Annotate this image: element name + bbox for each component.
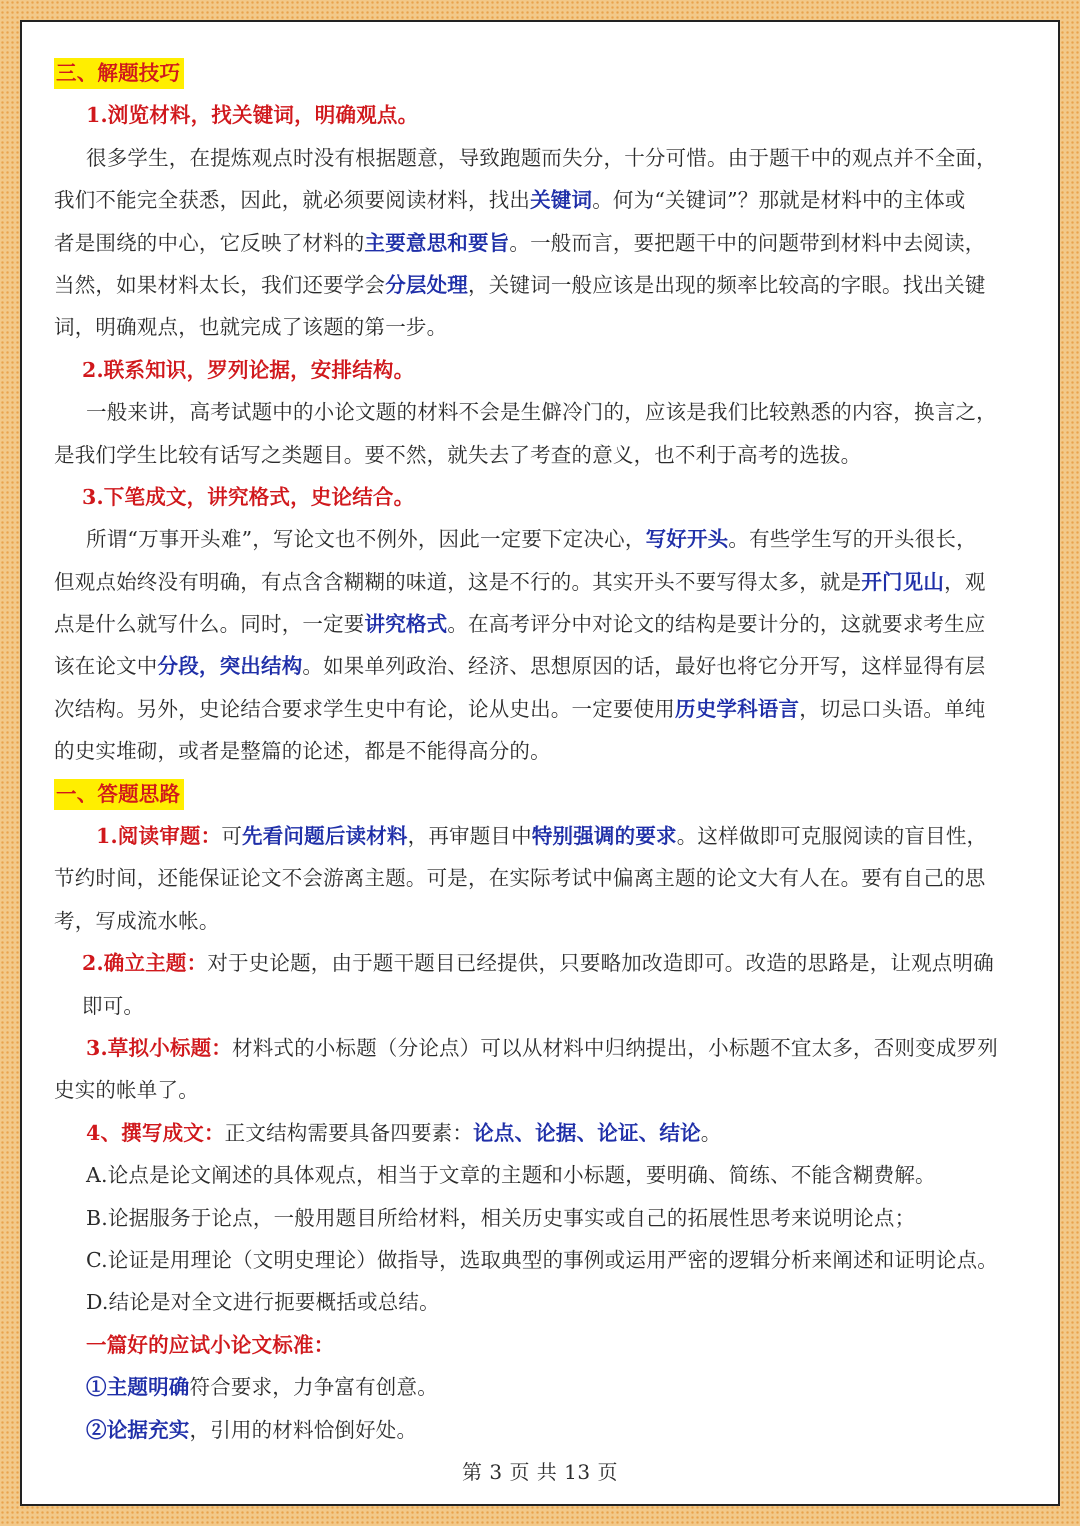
paragraph-line: 即可。 [82, 993, 145, 1018]
section-heading-approach: 一、答题思路 [54, 779, 184, 810]
paragraph-line: 节约时间，还能保证论文不会游离主题。可是，在实际考试中偏离主题的论文大有人在。要有自己的思 [54, 866, 986, 891]
list-item: C.论证是用理论（文明史理论）做指导，选取典型的事例或运用严密的逻辑分析来阐述和证明论点。 [86, 1247, 998, 1272]
paragraph-line: 词，明确观点，也就完成了该题的第一步。 [54, 315, 448, 340]
list-item: B.论据服务于论点，一般用题目所给材料，相关历史事实或自己的拓展性思考来说明论点； [86, 1205, 916, 1230]
paragraph-line: 但观点始终没有明确，有点含含糊糊的味道，这是不行的。其实开头不要写得太多，就是开门见山，观 [54, 569, 986, 594]
paragraph-line: 考，写成流水帐。 [54, 908, 220, 933]
list-item: D.结论是对全文进行扼要概括或总结。 [86, 1290, 440, 1315]
paragraph-line: 点是什么就写什么。同时，一定要讲究格式。在高考评分中对论文的结构是要计分的，这就要求考生应 [54, 612, 986, 637]
paragraph-line: 我们不能完全获悉，因此，就必须要阅读材料，找出关键词。何为“关键词”？那就是材料中的主体或 [54, 188, 966, 213]
item-reading: 1.阅读审题：可先看问题后读材料，再审题目中特别强调的要求。这样做即可克服阅读的盲目性， [96, 824, 988, 849]
document-page [20, 20, 1060, 1506]
page-content [54, 52, 1032, 1451]
subheading-1: 1.浏览材料，找关键词，明确观点。 [86, 103, 419, 128]
paragraph-line: 者是围绕的中心，它反映了材料的主要意思和要旨。一般而言，要把题干中的问题带到材料中去阅读， [54, 230, 986, 255]
paragraph-line: 史实的帐单了。 [54, 1078, 199, 1103]
standard-item: ②论据充实，引用的材料恰倒好处。 [86, 1417, 418, 1442]
page-footer: 第 3 页 共 13 页 [462, 1460, 618, 1484]
paragraph-line: 是我们学生比较有话写之类题目。要不然，就失去了考查的意义，也不利于高考的选拔。 [54, 442, 862, 467]
paragraph-line: 所谓“万事开头难”，写论文也不例外，因此一定要下定决心，写好开头。有些学生写的开头很长， [86, 527, 977, 552]
list-item: A.论点是论文阐述的具体观点，相当于文章的主题和小标题，要明确、简练、不能含糊费解。 [86, 1163, 936, 1188]
paragraph-line: 的史实堆砌，或者是整篇的论述，都是不能得高分的。 [54, 739, 551, 764]
paragraph-line: 一般来讲，高考试题中的小论文题的材料不会是生僻冷门的，应该是我们比较熟悉的内容，换言之， [86, 400, 997, 425]
item-writing: 4、撰写成文：正文结构需要具备四要素：论点、论据、论证、结论。 [86, 1120, 722, 1145]
item-subtitles: 3.草拟小标题：材料式的小标题（分论点）可以从材料中归纳提出，小标题不宜太多，否则变成罗列 [86, 1035, 998, 1060]
paragraph-line: 当然，如果材料太长，我们还要学会分层处理，关键词一般应该是出现的频率比较高的字眼。找出关键 [54, 272, 986, 297]
subheading-3: 3.下笔成文，讲究格式，史论结合。 [82, 484, 415, 509]
item-theme: 2.确立主题：对于史论题，由于题干题目已经提供，只要略加改造即可。改造的思路是，让观点明确 [82, 951, 994, 976]
subheading-2: 2.联系知识，罗列论据，安排结构。 [82, 357, 415, 382]
section-heading-techniques: 三、解题技巧 [54, 58, 184, 89]
paragraph-line: 该在论文中分段，突出结构。如果单列政治、经济、思想原因的话，最好也将它分开写，这样显得有层 [54, 654, 986, 679]
paragraph-line: 次结构。另外，史论结合要求学生史中有论，论从史出。一定要使用历史学科语言，切忌口头语。单纯 [54, 696, 986, 721]
standard-item: ①主题明确符合要求，力争富有创意。 [86, 1375, 438, 1400]
standard-title: 一篇好的应试小论文标准： [86, 1332, 335, 1357]
paragraph-line: 很多学生，在提炼观点时没有根据题意，导致跑题而失分，十分可惜。由于题干中的观点并不全面， [86, 145, 997, 170]
